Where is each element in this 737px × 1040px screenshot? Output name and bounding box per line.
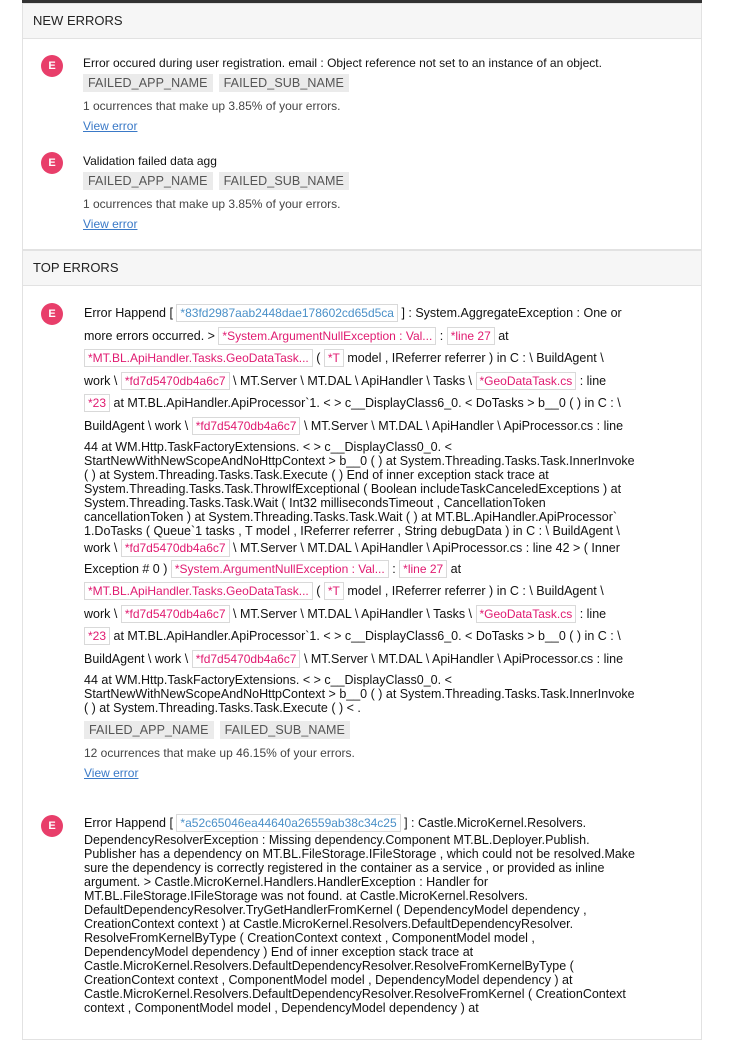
tag-sub-name[interactable]: FAILED_SUB_NAME [219,74,349,92]
trace-text: at MT.BL.ApiHandler.ApiProcessor`1. < > c__DisplayClass6_0. < DoTasks > b__0 ( ) in C : \ [110,629,621,644]
trace-block [84,440,684,538]
occurrence-suffix: of your errors. [262,197,341,211]
error-avatar: E [41,815,63,837]
trace-text: ResolveFromKernelByType ( CreationContext context , ComponentModel model , [84,931,535,945]
file-chip[interactable]: *GeoDataTask.cs [476,605,577,623]
error-avatar: E [41,152,63,174]
trace-text: Publisher has a dependency on MT.BL.FileStorage.IFileStorage , which could not be resolved.Make [84,847,636,861]
new-error-entry-1 [83,56,683,133]
trace-text: : line [576,606,607,621]
line-chip[interactable]: *line 27 [399,560,447,578]
occurrence-percent: 3.85% [228,99,263,113]
trace-text: model , IReferrer referrer ) in C : \ BuildAgent \ [343,584,604,599]
trace-line [84,648,684,671]
trace-text: \ MT.Server \ MT.DAL \ ApiHandler \ ApiProcessor.cs : line 42 > ( Inner [229,540,620,555]
trace-line [84,558,684,581]
trace-text: BuildAgent \ work \ [84,651,192,666]
trace-text: at MT.BL.ApiHandler.ApiProcessor`1. < > c__DisplayClass6_0. < DoTasks > b__0 ( ) in C : \ [110,396,621,411]
tag-sub-name[interactable]: FAILED_SUB_NAME [220,721,350,739]
trace-block [84,833,684,1015]
view-error-link[interactable]: View error [83,119,138,133]
trace-text: context , ComponentModel model , DependencyModel dependency ) at [84,1001,479,1015]
trace-line [84,813,684,833]
tag-list [84,721,684,739]
hash-chip[interactable]: *fd7d5470db4a6c7 [192,650,301,668]
occurrence-prefix: 12 ocurrences that make up [84,745,237,760]
top-error-entry-2 [84,813,684,1015]
type-chip[interactable]: *T [324,582,344,600]
trace-text: DependencyModel dependency ) End of inner exception stack trace at [84,945,474,959]
trace-line [84,603,684,626]
error-avatar: E [41,55,63,77]
trace-line [84,415,684,438]
view-error-link[interactable]: View error [84,765,139,780]
trace-text: CreationContext context , ComponentModel model , DependencyModel dependency ) at [84,973,573,987]
trace-line [84,625,684,648]
occurrence-suffix: of your errors. [262,99,341,113]
method-chip[interactable]: *MT.BL.ApiHandler.Tasks.GeoDataTask... [84,582,313,600]
trace-text: ( [312,351,324,366]
new-error-entry-2 [83,154,683,231]
trace-text: \ MT.Server \ MT.DAL \ ApiHandler \ ApiProcessor.cs : line [300,651,624,666]
trace-text: at [447,561,462,576]
trace-text: work \ [84,606,121,621]
trace-text: more errors occurred. > [84,328,219,343]
trace-text: Exception # 0 ) [84,561,171,576]
line-number-chip[interactable]: *23 [84,627,110,645]
trace-text: System.Threading.Tasks.Task.ThrowIfExceptional ( Boolean includeTaskCanceledExceptions ) at [84,481,622,496]
trace-text: work \ [84,373,121,388]
tag-app-name[interactable]: FAILED_APP_NAME [84,721,214,739]
trace-text: model , IReferrer referrer ) in C : \ BuildAgent \ [343,351,604,366]
trace-text: 44 at WM.Http.TaskFactoryExtensions. < > c__DisplayClass0_0. < [84,439,452,454]
exception-chip[interactable]: *System.ArgumentNullException : Val... [171,560,389,578]
occurrence-summary [84,746,684,760]
hash-chip[interactable]: *fd7d5470db4a6c7 [121,372,230,390]
error-message[interactable]: Error occured during user registration. email : Object reference not set to an instance of an object. [83,56,602,70]
occurrence-suffix: of your errors. [276,745,355,760]
trace-line [84,370,684,393]
trace-text: Error Happend [ [84,306,177,320]
trace-text: 44 at WM.Http.TaskFactoryExtensions. < > c__DisplayClass0_0. < [84,672,452,687]
trace-line [84,392,684,415]
error-trace[interactable] [84,813,684,1015]
trace-text: at [494,328,509,343]
error-id-chip[interactable]: *83fd2987aab2448dae178602cd65d5ca [176,304,398,322]
tag-app-name[interactable]: FAILED_APP_NAME [83,172,213,190]
file-chip[interactable]: *GeoDataTask.cs [476,372,577,390]
trace-text: StartNewWithNewScopeAndNoHttpContext > b__0 ( ) at System.Threading.Tasks.Task.InnerInvoke [84,686,635,701]
trace-text: ( ) at System.Threading.Tasks.Task.Execute ( ) < . [84,700,361,715]
error-id-chip[interactable]: *a52c65046ea44640a26559ab38c34c25 [176,814,400,832]
trace-block [84,673,684,715]
method-chip[interactable]: *MT.BL.ApiHandler.Tasks.GeoDataTask... [84,349,313,367]
trace-text: \ MT.Server \ MT.DAL \ ApiHandler \ Tasks \ [229,373,476,388]
line-chip[interactable]: *line 27 [447,327,495,345]
occurrence-prefix: 1 ocurrences that make up [83,99,229,113]
trace-text: System.Threading.Tasks.Task.Wait ( Int32 millisecondsTimeout , CancellationToken [84,495,546,510]
tag-app-name[interactable]: FAILED_APP_NAME [83,74,213,92]
trace-text: StartNewWithNewScopeAndNoHttpContext > b__0 ( ) at System.Threading.Tasks.Task.InnerInvoke [84,453,635,468]
trace-text: ( ) at System.Threading.Tasks.Task.Execute ( ) End of inner exception stack trace at [84,467,549,482]
top-errors-title: TOP ERRORS [23,251,701,286]
trace-text: ] : System.AggregateException : One or [397,306,622,320]
trace-text: 1.DoTasks ( Queue`1 tasks , T model , IReferrer referrer , String debugData ) in C : \ BuildAgent \ [84,523,620,538]
hash-chip[interactable]: *fd7d5470db4a6c7 [192,417,301,435]
trace-text: ( [312,584,324,599]
tag-list [83,74,683,92]
tag-list [83,172,683,190]
trace-text: ] : Castle.MicroKernel.Resolvers. [400,816,587,830]
trace-line [84,538,684,558]
top-error-entry-1 [84,302,684,780]
trace-text: : [388,561,400,576]
hash-chip[interactable]: *fd7d5470db4a6c7 [121,539,230,557]
new-errors-title: NEW ERRORS [23,4,701,39]
exception-chip[interactable]: *System.ArgumentNullException : Val... [218,327,436,345]
trace-text: argument. > Castle.MicroKernel.Handlers.HandlerException : Handler for [84,875,489,889]
trace-line [84,302,684,325]
error-avatar: E [41,303,63,325]
view-error-link[interactable]: View error [83,217,138,231]
occurrence-prefix: 1 ocurrences that make up [83,197,229,211]
trace-text: \ MT.Server \ MT.DAL \ ApiHandler \ ApiProcessor.cs : line [300,418,624,433]
line-number-chip[interactable]: *23 [84,394,110,412]
trace-text: : line [576,373,607,388]
tag-sub-name[interactable]: FAILED_SUB_NAME [219,172,349,190]
error-message[interactable]: Validation failed data agg [83,154,217,168]
trace-text: DefaultDependencyResolver.TryGetHandlerFromKernel ( DependencyModel dependency , [84,903,587,917]
trace-text: MT.BL.FileStorage.IFileStorage was not found. at Castle.MicroKernel.Resolvers. [84,889,528,903]
error-trace[interactable] [84,302,684,715]
occurrence-summary [83,197,683,211]
hash-chip[interactable]: *fd7d5470db4a6c7 [121,605,230,623]
occurrence-percent: 46.15% [236,745,277,760]
trace-text: sure the dependency is correctly registered in the container as a service , or provided as inline [84,861,605,875]
trace-line [84,347,684,370]
trace-line [84,325,684,348]
trace-text: \ MT.Server \ MT.DAL \ ApiHandler \ Tasks \ [229,606,476,621]
trace-text: BuildAgent \ work \ [84,418,192,433]
trace-text: Castle.MicroKernel.Resolvers.DefaultDependencyResolver.ResolveFromKernel ( CreationContext [84,987,626,1001]
occurrence-percent: 3.85% [228,197,263,211]
trace-text: Castle.MicroKernel.Resolvers.DefaultDependencyResolver.ResolveFromKernelByType ( [84,959,574,973]
trace-text: DependencyResolverException : Missing dependency.Component MT.BL.Deployer.Publish. [84,833,590,847]
trace-text: work \ [84,540,121,555]
trace-text: Error Happend [ [84,816,177,830]
trace-text: CreationContext context ) at Castle.MicroKernel.Resolvers.DefaultDependencyResolver. [84,917,574,931]
trace-line [84,580,684,603]
trace-text: cancellationToken ) at System.Threading.Tasks.Task.Wait ( ) at MT.BL.ApiHandler.ApiProcessor` [84,509,618,524]
trace-text: : [436,328,447,343]
type-chip[interactable]: *T [324,349,344,367]
occurrence-summary [83,99,683,113]
